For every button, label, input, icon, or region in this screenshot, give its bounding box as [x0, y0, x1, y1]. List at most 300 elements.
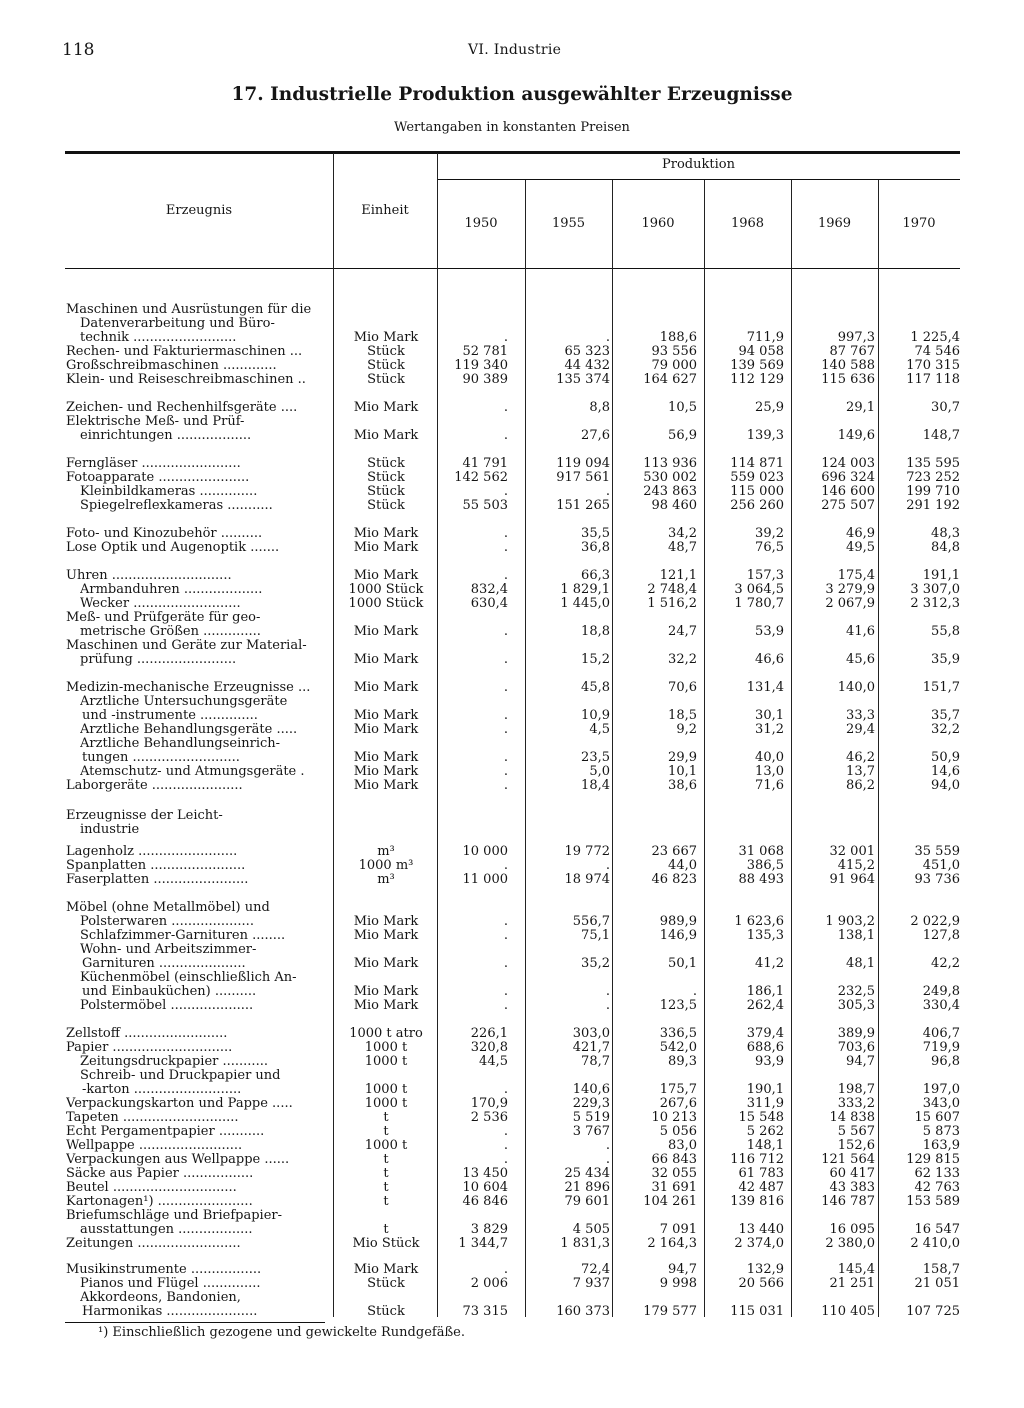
value-cell: 49,5 [846, 540, 875, 555]
value-cell: 31,2 [755, 722, 784, 737]
row-unit: Stück [367, 1276, 405, 1291]
value-cell: 2 006 [470, 1276, 508, 1291]
value-cell: 93,9 [755, 1054, 784, 1069]
value-cell: 93 736 [914, 872, 960, 887]
value-cell: 10,5 [668, 400, 697, 415]
value-cell: 113 936 [643, 456, 697, 471]
value-cell: 50,9 [931, 750, 960, 765]
value-cell: 10 000 [462, 844, 508, 859]
value-cell: . [503, 914, 508, 929]
value-cell: 630,4 [470, 596, 508, 611]
value-cell: 30,7 [931, 400, 960, 415]
header-year: 1970 [902, 216, 936, 231]
value-cell: 41,6 [846, 624, 875, 639]
table-row [0, 823, 1024, 837]
table-row [0, 653, 1024, 667]
row-unit: Mio Mark [353, 914, 419, 929]
value-cell: 38,6 [668, 778, 697, 793]
table-row [0, 873, 1024, 887]
value-cell: 45,8 [581, 680, 610, 695]
value-cell: 1 903,2 [825, 914, 875, 929]
table-row [0, 583, 1024, 597]
value-cell: 2 312,3 [910, 596, 960, 611]
value-cell: 10 604 [462, 1180, 508, 1195]
row-unit: 1000 m³ [358, 858, 414, 873]
row-unit: Mio Mark [353, 956, 419, 971]
value-cell: . [503, 998, 508, 1013]
page-number: 118 [62, 40, 95, 60]
value-cell: 10 213 [651, 1110, 697, 1125]
value-cell: 21 051 [914, 1276, 960, 1291]
row-unit: Mio Mark [353, 928, 419, 943]
row-unit: Stück [367, 344, 405, 359]
value-cell: 115 636 [821, 372, 875, 387]
value-cell: 149,6 [837, 428, 875, 443]
row-label: tungen .......................... [82, 751, 240, 765]
value-cell: 267,6 [659, 1096, 697, 1111]
value-cell: . [503, 1152, 508, 1167]
value-cell: . [503, 956, 508, 971]
table-row [0, 1223, 1024, 1237]
row-unit: 1000 t [364, 1082, 408, 1097]
value-cell: 15,2 [581, 652, 610, 667]
value-cell: 32 055 [651, 1166, 697, 1181]
value-cell: 719,9 [922, 1040, 960, 1055]
value-cell: . [503, 680, 508, 695]
value-cell: 42 763 [914, 1180, 960, 1195]
value-cell: . [503, 1138, 508, 1153]
value-cell: 35,2 [581, 956, 610, 971]
value-cell: 36,8 [581, 540, 610, 555]
value-cell: 76,5 [755, 540, 784, 555]
value-cell: 379,4 [746, 1026, 784, 1041]
value-cell: 226,1 [470, 1026, 508, 1041]
value-cell: 18,5 [668, 708, 697, 723]
value-cell: 1 831,3 [560, 1236, 610, 1251]
table-row [0, 809, 1024, 823]
value-cell: 191,1 [922, 568, 960, 583]
value-cell: 15 607 [914, 1110, 960, 1125]
table-row [0, 695, 1024, 709]
value-cell: 48,1 [846, 956, 875, 971]
value-cell: 696 324 [821, 470, 875, 485]
value-cell: 151 265 [556, 498, 610, 513]
value-cell: 3 279,9 [825, 582, 875, 597]
table-row [0, 345, 1024, 359]
table-row [0, 457, 1024, 471]
row-unit: Mio Mark [353, 998, 419, 1013]
value-cell: 711,9 [746, 330, 784, 345]
table-row [0, 1027, 1024, 1041]
value-cell: 3 829 [470, 1222, 508, 1237]
table-row [0, 317, 1024, 331]
value-cell: 39,2 [755, 526, 784, 541]
value-cell: 112 129 [730, 372, 784, 387]
row-label: Rechen- und Fakturiermaschinen ... [66, 345, 303, 359]
row-label: prüfung ........................ [80, 653, 237, 667]
row-label: Briefumschläge und Briefpapier- [66, 1209, 282, 1223]
table-row [0, 681, 1024, 695]
table-row [0, 1181, 1024, 1195]
value-cell: 3 767 [572, 1124, 610, 1139]
value-cell: . [605, 484, 610, 499]
row-label: Wohn- und Arbeitszimmer- [80, 943, 257, 957]
row-unit: Stück [367, 1304, 405, 1319]
value-cell: 70,6 [668, 680, 697, 695]
value-cell: . [503, 764, 508, 779]
row-label: Papier ............................. [66, 1041, 233, 1055]
value-cell: 131,4 [746, 680, 784, 695]
value-cell: 305,3 [837, 998, 875, 1013]
value-cell: 46 846 [462, 1194, 508, 1209]
row-unit: Mio Mark [353, 680, 419, 695]
row-label: Garnituren ..................... [82, 957, 246, 971]
row-label: Medizin-mechanische Erzeugnisse ... [66, 681, 311, 695]
value-cell: 179 577 [643, 1304, 697, 1319]
value-cell: 135 595 [906, 456, 960, 471]
value-cell: 48,3 [931, 526, 960, 541]
value-cell: 56,9 [668, 428, 697, 443]
table-title: 17. Industrielle Produktion ausgewählter Erzeugnisse [231, 84, 793, 105]
table-row [0, 1055, 1024, 1069]
value-cell: . [503, 484, 508, 499]
row-unit: Mio Mark [353, 984, 419, 999]
value-cell: 44,0 [668, 858, 697, 873]
value-cell: 336,5 [659, 1026, 697, 1041]
value-cell: 55 503 [462, 498, 508, 513]
table-row [0, 1139, 1024, 1153]
row-unit: t [383, 1222, 389, 1237]
row-label: -karton .......................... [82, 1083, 242, 1097]
value-cell: 989,9 [659, 914, 697, 929]
value-cell: 94,7 [668, 1262, 697, 1277]
table-row [0, 1167, 1024, 1181]
value-cell: 20 566 [738, 1276, 784, 1291]
table-row [0, 499, 1024, 513]
header-year: 1968 [730, 216, 765, 231]
value-cell: 24,7 [668, 624, 697, 639]
value-cell: 46,6 [755, 652, 784, 667]
row-unit: Mio Mark [353, 526, 419, 541]
value-cell: 53,9 [755, 624, 784, 639]
value-cell: 5 056 [659, 1124, 697, 1139]
value-cell: 31 068 [738, 844, 784, 859]
table-row [0, 471, 1024, 485]
table-row [0, 1305, 1024, 1319]
table-row [0, 1291, 1024, 1305]
header-product: Erzeugnis [165, 203, 233, 218]
value-cell: 153 589 [906, 1194, 960, 1209]
value-cell: . [503, 984, 508, 999]
value-cell: 13 450 [462, 1166, 508, 1181]
value-cell: 5 519 [572, 1110, 610, 1125]
value-cell: 7 937 [572, 1276, 610, 1291]
row-label: Echt Pergamentpapier ........... [66, 1125, 265, 1139]
value-cell: 2 374,0 [734, 1236, 784, 1251]
value-cell: 73 315 [462, 1304, 508, 1319]
value-cell: 5,0 [589, 764, 610, 779]
value-cell: 9 998 [659, 1276, 697, 1291]
value-cell: 110 405 [821, 1304, 875, 1319]
value-cell: 832,4 [470, 582, 508, 597]
row-label: Ärztliche Untersuchungsgeräte [80, 695, 288, 709]
table-row [0, 1111, 1024, 1125]
value-cell: 151,7 [922, 680, 960, 695]
value-cell: 320,8 [470, 1040, 508, 1055]
row-unit: Stück [367, 498, 405, 513]
row-unit: t [383, 1166, 389, 1181]
table-top-rule [65, 151, 960, 154]
footnote-rule [65, 1322, 325, 1323]
value-cell: 146,9 [659, 928, 697, 943]
table-row [0, 401, 1024, 415]
row-label: Maschinen und Ausrüstungen für die [66, 303, 312, 317]
row-unit: Mio Mark [353, 750, 419, 765]
value-cell: 16 095 [829, 1222, 875, 1237]
value-cell: 23 667 [651, 844, 697, 859]
value-cell: 243 863 [643, 484, 697, 499]
value-cell: . [605, 998, 610, 1013]
value-cell: . [605, 1152, 610, 1167]
value-cell: 163,9 [922, 1138, 960, 1153]
value-cell: 96,8 [931, 1054, 960, 1069]
row-label: einrichtungen .................. [80, 429, 252, 443]
value-cell: 2 164,3 [647, 1236, 697, 1251]
value-cell: 139 816 [730, 1194, 784, 1209]
value-cell: 121,1 [659, 568, 697, 583]
value-cell: 87 767 [829, 344, 875, 359]
row-label: Erzeugnisse der Leicht- [66, 809, 223, 823]
value-cell: 10,1 [668, 764, 697, 779]
value-cell: . [503, 568, 508, 583]
value-cell: 29,1 [846, 400, 875, 415]
row-label: Atemschutz- und Atmungsgeräte . [80, 765, 305, 779]
value-cell: 30,1 [755, 708, 784, 723]
value-cell: 21 896 [564, 1180, 610, 1195]
row-unit: 1000 Stück [348, 596, 424, 611]
value-cell: 132,9 [746, 1262, 784, 1277]
header-year: 1950 [464, 216, 498, 231]
value-cell: 4 505 [572, 1222, 610, 1237]
value-cell: 46,2 [846, 750, 875, 765]
header-year: 1955 [551, 216, 586, 231]
value-cell: 41,2 [755, 956, 784, 971]
value-cell: 2 380,0 [825, 1236, 875, 1251]
value-cell: 415,2 [837, 858, 875, 873]
value-cell: 61 783 [738, 1166, 784, 1181]
value-cell: 142 562 [454, 470, 508, 485]
value-cell: 232,5 [837, 984, 875, 999]
value-cell: . [503, 652, 508, 667]
table-row [0, 485, 1024, 499]
row-label: Elektrische Meß- und Prüf- [66, 415, 245, 429]
row-label: Lose Optik und Augenoptik ....... [66, 541, 280, 555]
row-unit: Mio Mark [353, 568, 419, 583]
value-cell: 343,0 [922, 1096, 960, 1111]
value-cell: 74 546 [914, 344, 960, 359]
value-cell: 46 823 [651, 872, 697, 887]
value-cell: 32,2 [931, 722, 960, 737]
header-year: 1969 [817, 216, 852, 231]
table-row [0, 845, 1024, 859]
row-unit: Stück [367, 358, 405, 373]
table-row [0, 1195, 1024, 1209]
value-cell: 98 460 [651, 498, 697, 513]
row-unit: Mio Mark [353, 652, 419, 667]
table-row [0, 943, 1024, 957]
value-cell: 138,1 [837, 928, 875, 943]
value-cell: 145,4 [837, 1262, 875, 1277]
value-cell: 152,6 [837, 1138, 875, 1153]
value-cell: 15 548 [738, 1110, 784, 1125]
table-row [0, 429, 1024, 443]
row-unit: 1000 t [364, 1054, 408, 1069]
row-unit: m³ [377, 844, 395, 859]
value-cell: 10,9 [581, 708, 610, 723]
value-cell: . [503, 400, 508, 415]
row-label: industrie [80, 823, 140, 837]
value-cell: 83,0 [668, 1138, 697, 1153]
header-year: 1960 [641, 216, 675, 231]
table-row [0, 1263, 1024, 1277]
value-cell: 16 547 [914, 1222, 960, 1237]
value-cell: 389,9 [837, 1026, 875, 1041]
row-unit: Stück [367, 456, 405, 471]
value-cell: 88 493 [738, 872, 784, 887]
row-unit: 1000 t [364, 1096, 408, 1111]
value-cell: 21 251 [829, 1276, 875, 1291]
table-row [0, 859, 1024, 873]
value-cell: 275 507 [821, 498, 875, 513]
row-label: Lagenholz ........................ [66, 845, 238, 859]
value-cell: 78,7 [581, 1054, 610, 1069]
value-cell: 170,9 [470, 1096, 508, 1111]
header-production: Produktion [662, 157, 735, 172]
value-cell: 229,3 [572, 1096, 610, 1111]
row-label: Ärztliche Behandlungsgeräte ..... [80, 723, 298, 737]
value-cell: 31 691 [651, 1180, 697, 1195]
value-cell: 40,0 [755, 750, 784, 765]
value-cell: 25 434 [564, 1166, 610, 1181]
row-label: technik ......................... [80, 331, 237, 345]
value-cell: 48,7 [668, 540, 697, 555]
value-cell: 124 003 [821, 456, 875, 471]
value-cell: 2 748,4 [647, 582, 697, 597]
row-label: Möbel (ohne Metallmöbel) und [66, 901, 270, 915]
value-cell: 5 873 [922, 1124, 960, 1139]
table-subtitle: Wertangaben in konstanten Preisen [394, 120, 630, 135]
value-cell: 198,7 [837, 1082, 875, 1097]
value-cell: 72,4 [581, 1262, 610, 1277]
value-cell: 50,1 [668, 956, 697, 971]
row-unit: Mio Mark [353, 400, 419, 415]
value-cell: 66 843 [651, 1152, 697, 1167]
value-cell: 157,3 [746, 568, 784, 583]
value-cell: 75,1 [581, 928, 610, 943]
value-cell: 135 374 [556, 372, 610, 387]
value-cell: . [503, 778, 508, 793]
value-cell: 262,4 [746, 998, 784, 1013]
value-cell: 330,4 [922, 998, 960, 1013]
table-row [0, 999, 1024, 1013]
value-cell: 52 781 [462, 344, 508, 359]
table-row [0, 1083, 1024, 1097]
value-cell: 91 964 [829, 872, 875, 887]
value-cell: 13 440 [738, 1222, 784, 1237]
row-unit: t [383, 1152, 389, 1167]
row-label: Akkordeons, Bandonien, [80, 1291, 241, 1305]
value-cell: 121 564 [821, 1152, 875, 1167]
value-cell: 35 559 [914, 844, 960, 859]
value-cell: 421,7 [572, 1040, 610, 1055]
row-unit: Mio Mark [353, 330, 419, 345]
value-cell: 41 791 [462, 456, 508, 471]
value-cell: . [503, 858, 508, 873]
row-unit: t [383, 1180, 389, 1195]
table-row [0, 597, 1024, 611]
value-cell: 256 260 [730, 498, 784, 513]
row-label: Uhren ............................. [66, 569, 232, 583]
table-row [0, 373, 1024, 387]
table-row [0, 971, 1024, 985]
value-cell: 27,6 [581, 428, 610, 443]
value-cell: 84,8 [931, 540, 960, 555]
row-label: Beutel .............................. [66, 1181, 237, 1195]
value-cell: 32,2 [668, 652, 697, 667]
row-unit: Stück [367, 372, 405, 387]
row-label: Musikinstrumente ................. [66, 1263, 262, 1277]
row-label: Wellpappe ......................... [66, 1139, 243, 1153]
value-cell: 94 058 [738, 344, 784, 359]
row-unit: Mio Mark [353, 722, 419, 737]
value-cell: 723 252 [906, 470, 960, 485]
row-unit: Mio Mark [353, 764, 419, 779]
value-cell: 139,3 [746, 428, 784, 443]
value-cell: 190,1 [746, 1082, 784, 1097]
row-label: Foto- und Kinozubehör .......... [66, 527, 263, 541]
header-unit: Einheit [361, 203, 409, 218]
value-cell: 311,9 [746, 1096, 784, 1111]
value-cell: 140 588 [821, 358, 875, 373]
row-label: Spiegelreflexkameras ........... [80, 499, 273, 513]
value-cell: 32 001 [829, 844, 875, 859]
value-cell: 146 600 [821, 484, 875, 499]
table-row [0, 1153, 1024, 1167]
value-cell: 160 373 [556, 1304, 610, 1319]
row-unit: Mio Mark [353, 708, 419, 723]
value-cell: 11 000 [462, 872, 508, 887]
value-cell: 175,7 [659, 1082, 697, 1097]
table-row [0, 1041, 1024, 1055]
value-cell: 188,6 [659, 330, 697, 345]
value-cell: 42,2 [931, 956, 960, 971]
value-cell: 119 340 [454, 358, 508, 373]
value-cell: 146 787 [821, 1194, 875, 1209]
table-row [0, 639, 1024, 653]
value-cell: 114 871 [730, 456, 784, 471]
row-label: Schlafzimmer-Garnituren ........ [80, 929, 286, 943]
row-label: Schreib- und Druckpapier und [80, 1069, 281, 1083]
row-label: Verpackungen aus Wellpappe ...... [66, 1153, 290, 1167]
value-cell: 9,2 [676, 722, 697, 737]
value-cell: 148,1 [746, 1138, 784, 1153]
value-cell: 3 307,0 [910, 582, 960, 597]
row-label: Ärztliche Behandlungseinrich- [80, 737, 281, 751]
value-cell: 139 569 [730, 358, 784, 373]
row-label: ausstattungen .................. [80, 1223, 253, 1237]
value-cell: 406,7 [922, 1026, 960, 1041]
value-cell: . [503, 708, 508, 723]
